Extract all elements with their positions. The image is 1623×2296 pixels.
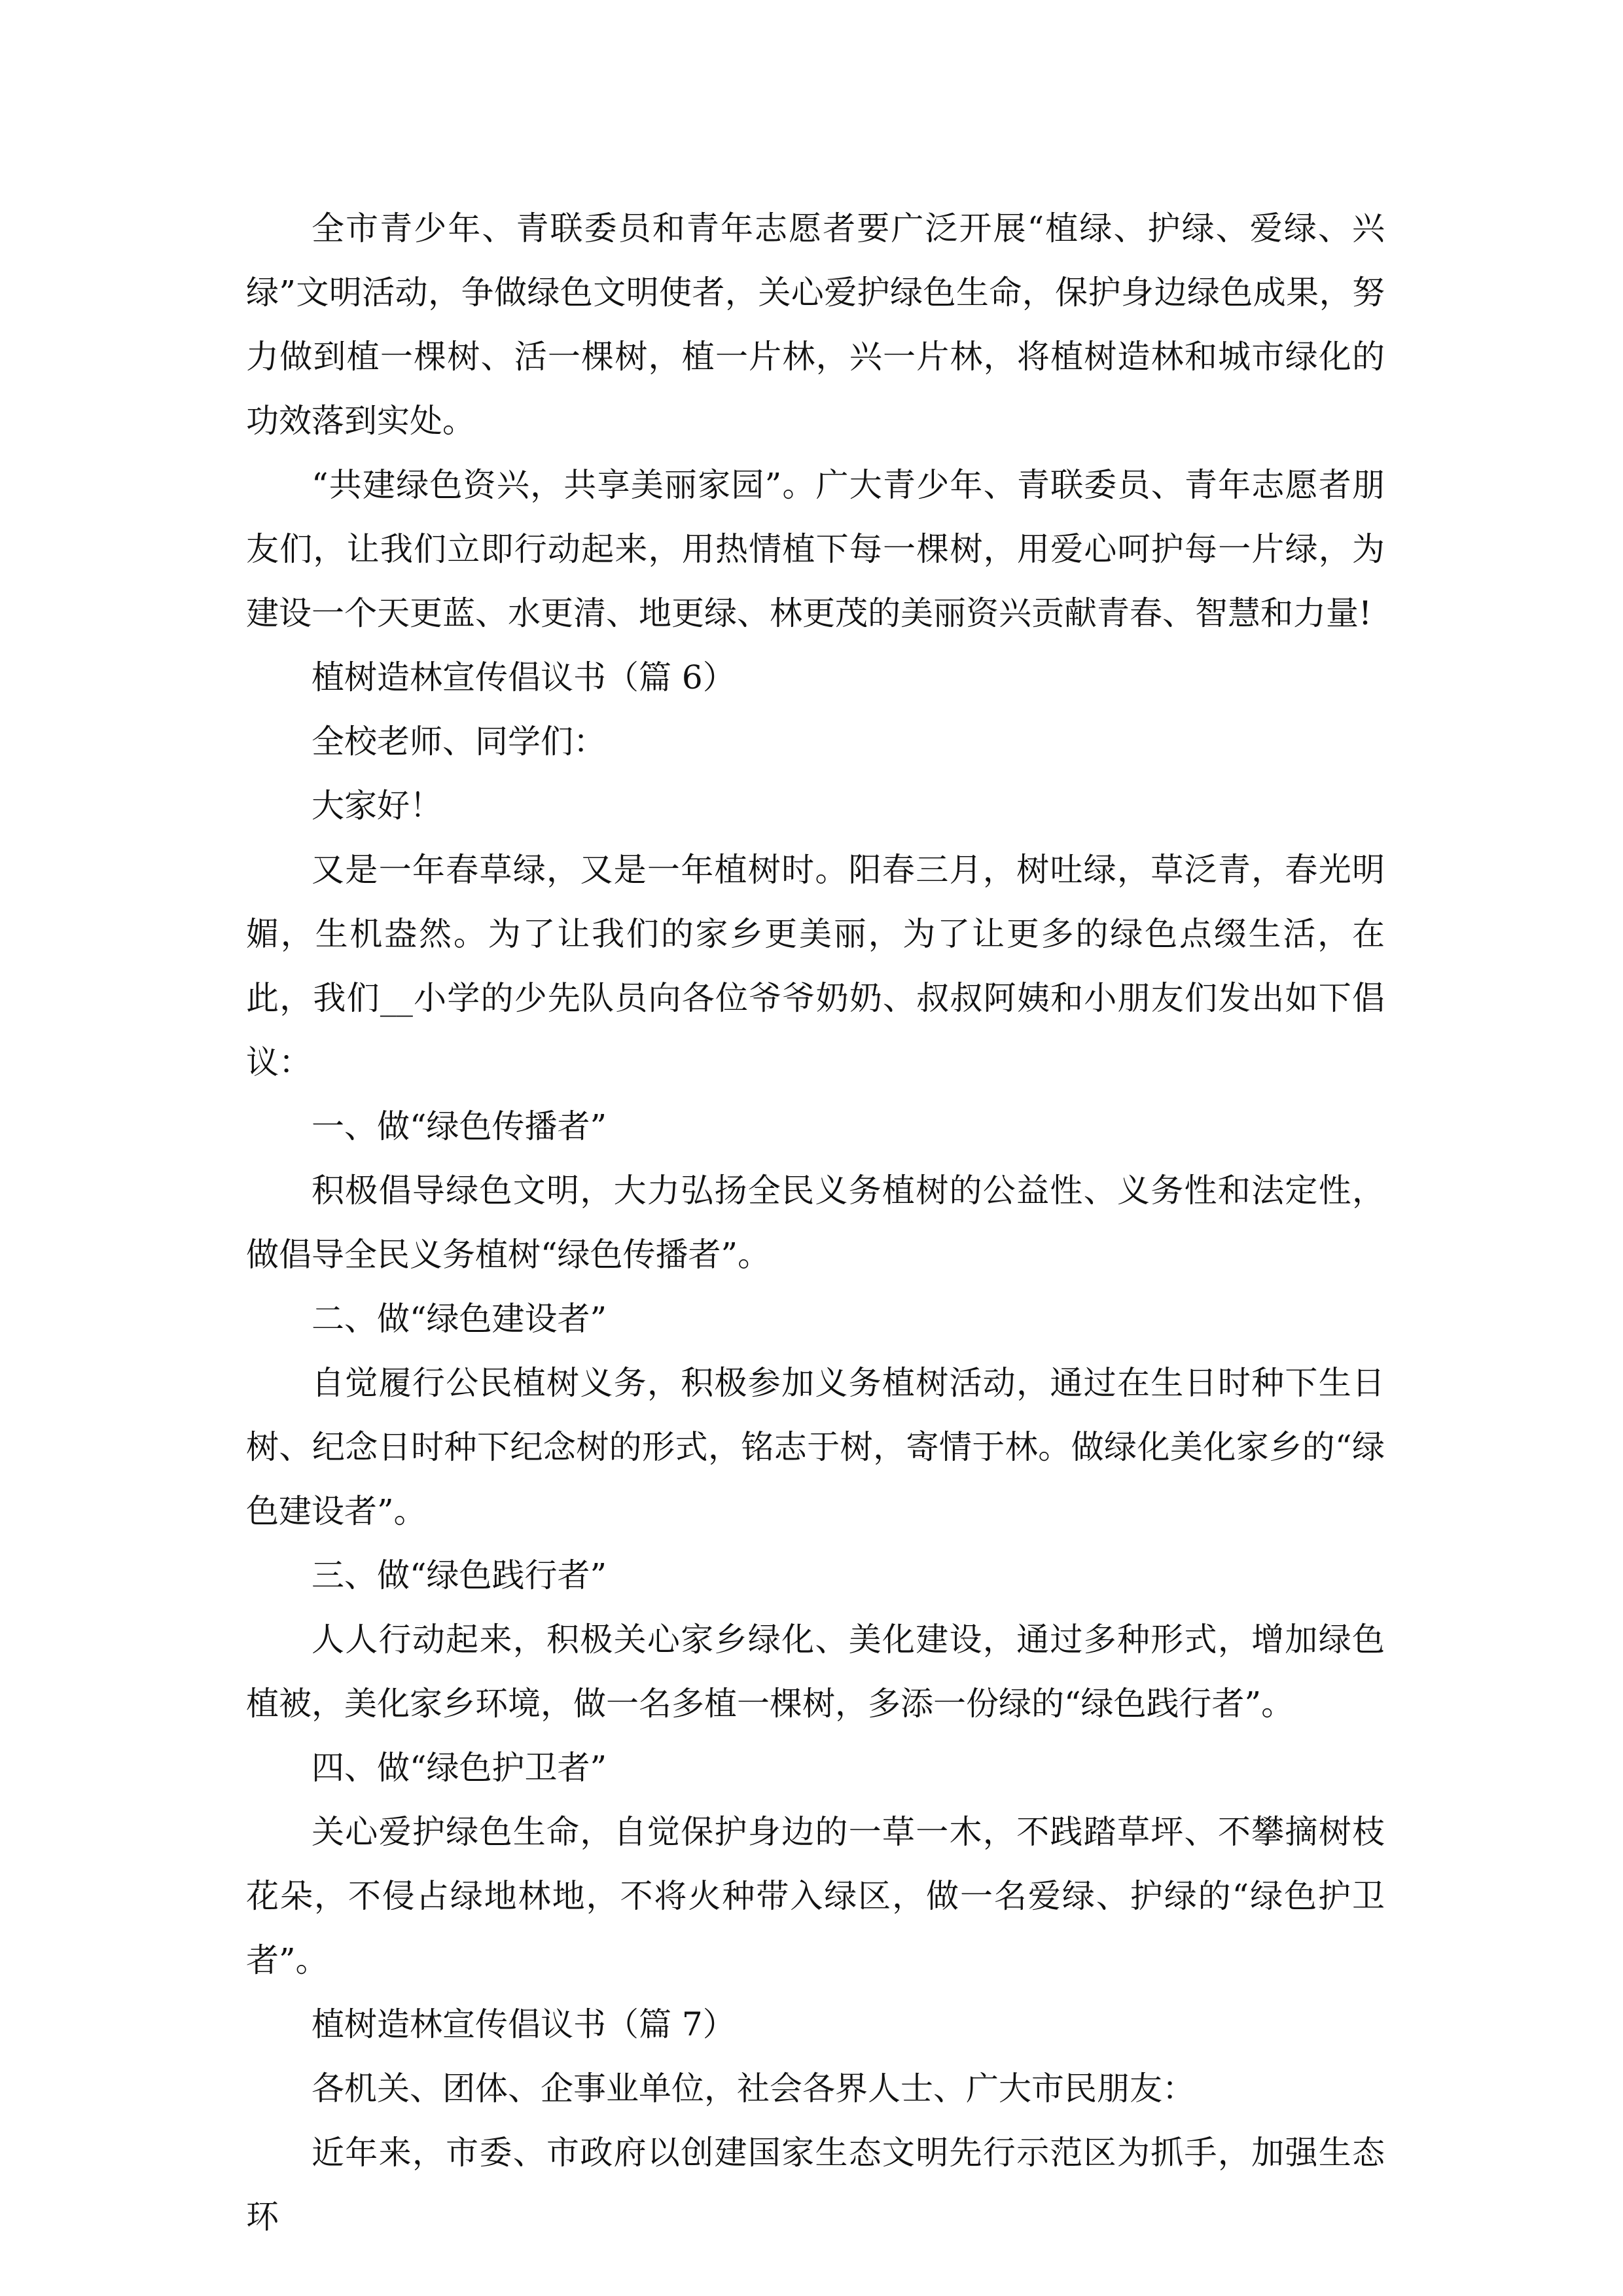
paragraph-intro: 又是一年春草绿，又是一年植树时。阳春三月，树吐绿，草泛青，春光明媚，生机盎然。为了让我们的家乡更美丽，为了让更多的绿色点缀生活，在此，我们__小学的少先队员向各位爷爷奶奶、叔叔阿姨和小朋友们发出如下倡议：	[246, 851, 1385, 1081]
paragraph-final: 近年来，市委、市政府以创建国家生态文明先行示范区为抓手，加强生态环	[246, 2134, 1385, 2236]
section-title-7: 植树造林宣传倡议书（篇 7）	[312, 2005, 736, 2043]
paragraph-2: “共建绿色资兴，共享美丽家园”。广大青少年、青联委员、青年志愿者朋友们，让我们立即行动起来，用热情植下每一棵树，用爱心呵护每一片绿，为建设一个天更蓝、水更清、地更绿、林更茂的美丽资兴贡献青春、智慧和力量!	[246, 466, 1385, 632]
item-heading-4: 四、做“绿色护卫者”	[312, 1749, 607, 1787]
salutation: 全校老师、同学们：	[312, 723, 606, 761]
greeting: 大家好！	[312, 787, 442, 825]
item-heading-3: 三、做“绿色践行者”	[312, 1556, 607, 1594]
item-heading-1: 一、做“绿色传播者”	[312, 1107, 607, 1145]
item-body-4: 关心爱护绿色生命，自觉保护身边的一草一木，不践踏草坪、不攀摘树枝花朵，不侵占绿地林地，不将火种带入绿区，做一名爱绿、护绿的“绿色护卫者”。	[246, 1813, 1385, 1979]
item-heading-2: 二、做“绿色建设者”	[312, 1300, 607, 1338]
item-body-1: 积极倡导绿色文明，大力弘扬全民义务植树的公益性、义务性和法定性，做倡导全民义务植树“绿色传播者”。	[246, 1172, 1385, 1274]
item-body-3: 人人行动起来，积极关心家乡绿化、美化建设，通过多种形式，增加绿色植被，美化家乡环境，做一名多植一棵树，多添一份绿的“绿色践行者”。	[246, 1621, 1385, 1723]
section-title-6: 植树造林宣传倡议书（篇 6）	[312, 658, 736, 696]
salutation-7: 各机关、团体、企事业单位，社会各界人士、广大市民朋友：	[312, 2070, 1195, 2108]
paragraph-1: 全市青少年、青联委员和青年志愿者要广泛开展“植绿、护绿、爱绿、兴绿”文明活动，争做绿色文明使者，关心爱护绿色生命，保护身边绿色成果，努力做到植一棵树、活一棵树，植一片林，兴一片林，将植树造林和城市绿化的功效落到实处。	[246, 209, 1385, 440]
document-body	[246, 196, 1385, 2249]
item-body-2: 自觉履行公民植树义务，积极参加义务植树活动，通过在生日时种下生日树、纪念日时种下纪念树的形式，铭志于树，寄情于林。做绿化美化家乡的“绿色建设者”。	[246, 1364, 1385, 1530]
